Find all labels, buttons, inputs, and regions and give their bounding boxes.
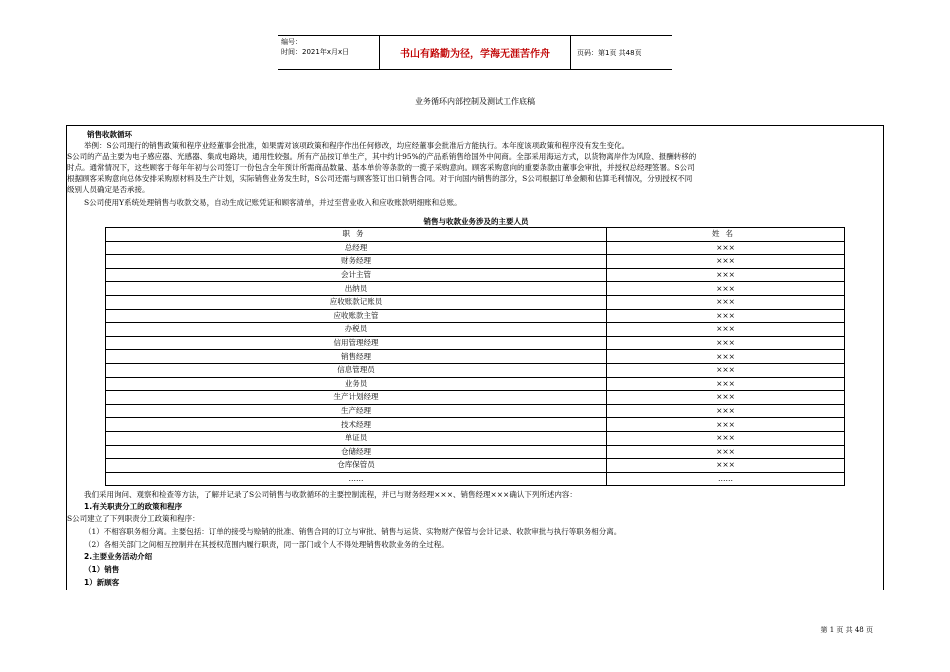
- position-cell: 总经理: [106, 241, 607, 255]
- page-header: [278, 35, 672, 70]
- position-cell: 办税员: [106, 323, 607, 337]
- section-1-item-2: （2）各相关部门之间相互控制并在其授权范围内履行职责，同一部门或个人不得处理销售收款业务的全过程。: [84, 540, 449, 549]
- position-cell: 应收账款主管: [106, 309, 607, 323]
- worksheet-body: [66, 125, 884, 590]
- table-header-row: [106, 228, 845, 242]
- table-row: [106, 472, 845, 486]
- header-meta: [278, 36, 380, 69]
- section-2-subtitle: （1）销售: [84, 565, 120, 574]
- position-cell: 仓库保管员: [106, 459, 607, 473]
- name-cell: ×××: [607, 268, 845, 282]
- position-cell: 单证员: [106, 431, 607, 445]
- intro-paragraph-2-cont: 时点。通常情况下，这些顾客于每年年初与公司签订一份包含全年预计所需商品数量、基本单价等条款的一揽子采购意向。顾客采购意向的重要条款由董事会审批，并授权总经理签署。S公司: [67, 163, 695, 172]
- column-header-name: 姓名: [607, 228, 845, 242]
- name-cell: ×××: [607, 363, 845, 377]
- table-row: [106, 309, 845, 323]
- section-2-title: 2.主要业务活动介绍: [84, 552, 153, 561]
- column-header-position: 职务: [106, 228, 607, 242]
- table-row: [106, 295, 845, 309]
- name-cell: ×××: [607, 255, 845, 269]
- table-row: [106, 377, 845, 391]
- table-row: [106, 323, 845, 337]
- name-cell: ×××: [607, 418, 845, 432]
- name-cell: ×××: [607, 459, 845, 473]
- intro-paragraph-2: S公司的产品主要为电子感应器、光感器、集成电路块，通用性较强。所有产品按订单生产，其中约计95%的产品系销售给国外中间商。全部采用海运方式，以货物离岸作为风险、报酬转移的: [67, 152, 697, 161]
- section-1-item-1: （1）不相容职务相分离。主要包括：订单的接受与赊销的批准、销售合同的订立与审批、销售与运货、实物财产保管与会计记录、收款审批与执行等职务相分离。: [84, 527, 622, 536]
- name-cell: ×××: [607, 295, 845, 309]
- name-cell: ……: [607, 472, 845, 486]
- personnel-table: [105, 227, 845, 486]
- intro-paragraph-3: S公司使用Y系统处理销售与收款交易，自动生成记账凭证和顾客清单，并过至营业收入和应收账款明细账和总账。: [84, 198, 462, 207]
- position-cell: ……: [106, 472, 607, 486]
- name-cell: ×××: [607, 350, 845, 364]
- table-row: [106, 418, 845, 432]
- name-cell: ×××: [607, 377, 845, 391]
- header-motto: 书山有路勤为径，学海无涯苦作舟: [380, 36, 571, 69]
- position-cell: 信息管理员: [106, 363, 607, 377]
- table-row: [106, 404, 845, 418]
- intro-paragraph-2-cont: 根据顾客采购意向总体安排采购原材料及生产计划，实际销售业务发生时，S公司还需与顾客签订出口销售合同。对于向国内销售的部分，S公司根据订单金额和估算毛利情况，分别授权不同: [67, 174, 693, 183]
- name-cell: ×××: [607, 404, 845, 418]
- time-label: 时间：2021年x月x日: [281, 48, 350, 56]
- table-row: [106, 350, 845, 364]
- table-row: [106, 255, 845, 269]
- name-cell: ×××: [607, 431, 845, 445]
- name-cell: ×××: [607, 241, 845, 255]
- intro-paragraph-1: 举例：S公司现行的销售政策和程序业经董事会批准，如果需对该项政策和程序作出任何修改，均应经董事会批准后方能执行。本年度该项政策和程序没有发生变化。: [84, 141, 630, 150]
- position-cell: 技术经理: [106, 418, 607, 432]
- position-cell: 销售经理: [106, 350, 607, 364]
- page-footer: 第 1 页 共 48 页: [820, 626, 873, 634]
- code-label: 编号：: [281, 38, 302, 46]
- position-cell: 生产计划经理: [106, 391, 607, 405]
- position-cell: 应收账款记账员: [106, 295, 607, 309]
- table-row: [106, 241, 845, 255]
- position-cell: 信用管理经理: [106, 336, 607, 350]
- name-cell: ×××: [607, 309, 845, 323]
- position-cell: 生产经理: [106, 404, 607, 418]
- table-row: [106, 282, 845, 296]
- intro-paragraph-2-cont: 级别人员确定是否承接。: [67, 185, 150, 194]
- position-cell: 财务经理: [106, 255, 607, 269]
- table-row: [106, 431, 845, 445]
- section-2-subsubtitle: 1）新顾客: [84, 578, 120, 587]
- table-row: [106, 445, 845, 459]
- position-cell: 出纳员: [106, 282, 607, 296]
- position-cell: 会计主管: [106, 268, 607, 282]
- position-cell: 业务员: [106, 377, 607, 391]
- section-title: 销售收款循环: [87, 130, 132, 139]
- personnel-table-body: [106, 241, 845, 486]
- position-cell: 仓储经理: [106, 445, 607, 459]
- after-table-paragraph: 我们采用询问、观察和检查等方法，了解并记录了S公司销售与收款循环的主要控制流程，并已与财务经理×××、销售经理×××确认下列所述内容：: [84, 490, 577, 499]
- name-cell: ×××: [607, 391, 845, 405]
- name-cell: ×××: [607, 336, 845, 350]
- name-cell: ×××: [607, 445, 845, 459]
- section-1-title: 1.有关职责分工的政策和程序: [84, 502, 183, 511]
- document-title: 业务循环内部控制及测试工作底稿: [415, 97, 535, 106]
- header-page-number: 页码：第1页 共48页: [577, 48, 642, 57]
- table-row: [106, 363, 845, 377]
- table-row: [106, 336, 845, 350]
- name-cell: ×××: [607, 282, 845, 296]
- section-1-intro: S公司建立了下列职责分工政策和程序：: [67, 514, 200, 523]
- name-cell: ×××: [607, 323, 845, 337]
- table-caption: 销售与收款业务涉及的主要人员: [423, 217, 529, 226]
- table-row: [106, 391, 845, 405]
- table-row: [106, 268, 845, 282]
- table-row: [106, 459, 845, 473]
